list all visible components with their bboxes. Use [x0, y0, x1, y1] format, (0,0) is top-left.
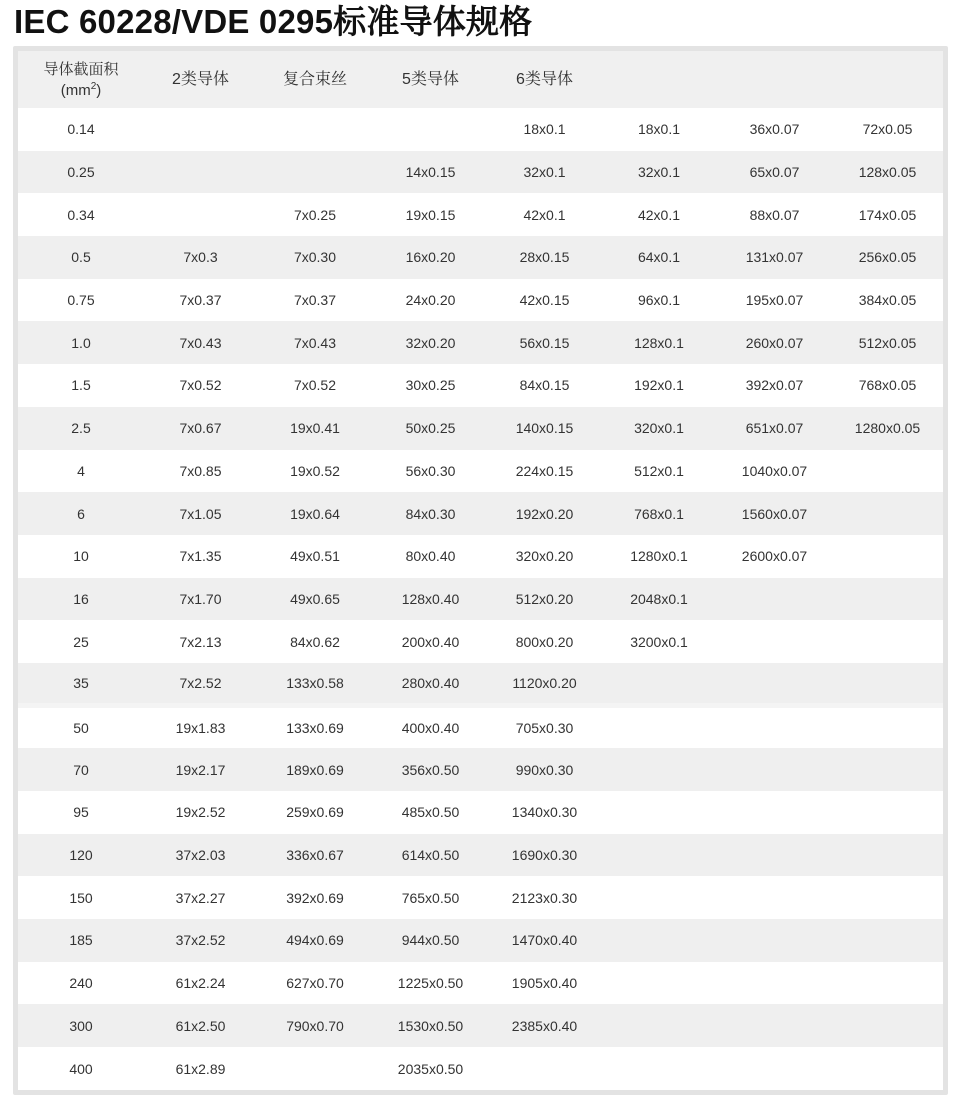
table-cell: 485x0.50: [401, 804, 460, 821]
table-cell: 765x0.50: [401, 889, 460, 906]
cell-conductor-area: 35: [73, 675, 89, 692]
table-cell: [832, 620, 943, 663]
table-cell: 800x0.20: [515, 633, 574, 650]
table-row: [18, 1004, 943, 1047]
table-row: [18, 321, 943, 364]
cell-conductor-area: 0.75: [67, 292, 95, 309]
table-cell: [601, 919, 717, 962]
cell-conductor-area: 10: [73, 548, 89, 565]
table-row: [18, 236, 943, 279]
table-cell: [832, 876, 943, 919]
table-cell: 1905x0.40: [511, 975, 578, 992]
table-cell: 7x2.13: [179, 633, 222, 650]
cell-conductor-area: 6: [77, 505, 85, 522]
table-cell: [832, 492, 943, 535]
table-cell: 280x0.40: [401, 675, 460, 692]
table-row: [18, 834, 943, 877]
table-row: [18, 578, 943, 621]
table-cell: 56x0.15: [519, 334, 570, 351]
table-cell: [601, 791, 717, 834]
table-cell: 944x0.50: [401, 932, 460, 949]
table-row: [18, 706, 943, 749]
table-cell: 84x0.62: [290, 633, 340, 650]
table-cell: 19x0.15: [405, 206, 456, 223]
table-cell: 7x1.70: [179, 590, 222, 607]
table-cell: [717, 620, 832, 663]
table-cell: 189x0.69: [286, 761, 344, 778]
header-class6: 6类导体: [516, 71, 573, 88]
cell-conductor-area: 300: [69, 1017, 93, 1034]
table-cell: 356x0.50: [401, 761, 460, 778]
cell-conductor-area: 0.14: [67, 121, 95, 138]
table-cell: 80x0.40: [405, 548, 456, 565]
table-cell: 1280x0.05: [854, 420, 921, 437]
table-row: [18, 450, 943, 493]
table-cell: 18x0.1: [523, 121, 566, 138]
table-cell: 512x0.20: [515, 590, 574, 607]
table-cell: 192x0.1: [634, 377, 684, 394]
header-area-label: 导体截面积: [43, 60, 119, 78]
table-cell: [257, 108, 373, 151]
table-row: [18, 364, 943, 407]
cell-conductor-area: 50: [18, 706, 144, 749]
table-row: [18, 108, 943, 151]
table-cell: [717, 706, 832, 749]
table-cell: 61x2.89: [175, 1060, 226, 1077]
table-cell: 37x2.27: [175, 889, 226, 906]
table-cell: 24x0.20: [405, 292, 456, 309]
table-cell: 392x0.69: [286, 889, 344, 906]
table-cell: 42x0.1: [637, 206, 681, 223]
cell-conductor-area: 120: [69, 847, 93, 864]
header-class2: 2类导体: [172, 71, 229, 88]
table-cell: [601, 748, 717, 791]
cell-conductor-area: 0.25: [67, 164, 95, 181]
table-cell: [144, 193, 257, 236]
table-cell: [832, 1047, 943, 1090]
page-title: IEC 60228/VDE 0295标准导体规格: [14, 3, 533, 40]
table-cell: [832, 535, 943, 578]
table-cell: [832, 962, 943, 1005]
table-cell: 2600x0.07: [741, 548, 808, 565]
table-cell: 384x0.05: [858, 292, 917, 309]
table-cell: 16x0.20: [405, 249, 456, 266]
table-cell: 7x0.52: [293, 377, 337, 394]
header-area-unit-sup: 2: [90, 80, 97, 92]
table-cell: 627x0.70: [286, 975, 344, 992]
table-row: [18, 193, 943, 236]
table-cell: 36x0.07: [749, 121, 800, 138]
table-cell: [832, 706, 943, 749]
table-cell: [601, 834, 717, 877]
table-cell: 19x0.64: [290, 505, 340, 522]
conductor-spec-table: [18, 51, 943, 1090]
table-cell: [717, 791, 832, 834]
table-cell: 19x1.83: [144, 706, 257, 749]
table-cell: 990x0.30: [515, 761, 574, 778]
table-cell: [717, 1004, 832, 1047]
table-cell: 128x0.40: [401, 590, 460, 607]
table-cell: 19x0.41: [290, 420, 340, 437]
table-cell: 7x0.85: [179, 462, 222, 479]
table-cell: 133x0.69: [257, 706, 373, 749]
table-cell: 61x2.50: [175, 1017, 226, 1034]
cell-conductor-area: 185: [69, 932, 93, 949]
table-cell: 37x2.03: [175, 847, 226, 864]
table-cell: 19x2.52: [175, 804, 226, 821]
table-cell: 49x0.51: [290, 548, 340, 565]
cell-conductor-area: 150: [69, 889, 93, 906]
table-cell: 512x0.1: [634, 462, 684, 479]
table-cell: [601, 876, 717, 919]
table-cell: 30x0.25: [405, 377, 456, 394]
table-cell: 7x1.35: [179, 548, 222, 565]
table-cell: [832, 748, 943, 791]
table-row: [18, 663, 943, 706]
header-composite: 复合束丝: [282, 71, 347, 88]
table-cell: 61x2.24: [175, 975, 226, 992]
table-row: [18, 748, 943, 791]
table-row: [18, 919, 943, 962]
table-cell: 1470x0.40: [511, 932, 578, 949]
cell-conductor-area: 400: [69, 1060, 93, 1077]
table-cell: 336x0.67: [286, 847, 344, 864]
table-cell: [832, 663, 943, 706]
table-cell: 2048x0.1: [630, 590, 688, 607]
table-cell: 2035x0.50: [397, 1060, 464, 1077]
cell-conductor-area: 2.5: [71, 420, 91, 437]
table-cell: 2385x0.40: [511, 1017, 578, 1034]
table-cell: 84x0.15: [519, 377, 570, 394]
cell-conductor-area: 25: [73, 633, 89, 650]
table-row: [18, 876, 943, 919]
table-cell: 49x0.65: [290, 590, 340, 607]
table-cell: 7x0.3: [183, 249, 218, 266]
table-cell: 7x0.30: [293, 249, 337, 266]
table-cell: [144, 151, 257, 194]
cell-conductor-area: 1.5: [71, 377, 91, 394]
table-cell: [717, 748, 832, 791]
table-cell: 32x0.20: [405, 334, 456, 351]
table-cell: 19x2.17: [175, 761, 226, 778]
table-row: [18, 1047, 943, 1090]
table-cell: 174x0.05: [858, 206, 917, 223]
table-cell: 7x0.37: [293, 292, 337, 309]
table-cell: 72x0.05: [862, 121, 913, 138]
table-cell: [257, 151, 373, 194]
table-cell: 2123x0.30: [511, 889, 578, 906]
table-cell: 88x0.07: [749, 206, 800, 223]
table-cell: [717, 834, 832, 877]
table-frame: [13, 46, 948, 1095]
table-cell: 7x0.43: [179, 334, 222, 351]
table-cell: [601, 962, 717, 1005]
table-row: [18, 620, 943, 663]
table-cell: 84x0.30: [405, 505, 456, 522]
table-cell: [717, 962, 832, 1005]
header-row: [18, 51, 943, 108]
table-cell: [832, 791, 943, 834]
table-cell: [601, 1004, 717, 1047]
table-cell: [717, 876, 832, 919]
table-cell: 651x0.07: [745, 420, 804, 437]
table-cell: 128x0.1: [634, 334, 684, 351]
table-cell: 224x0.15: [515, 462, 574, 479]
table-cell: 7x0.37: [179, 292, 222, 309]
table-cell: 1690x0.30: [511, 847, 578, 864]
cell-conductor-area: 4: [77, 462, 85, 479]
table-cell: 259x0.69: [286, 804, 344, 821]
table-cell: 42x0.15: [519, 292, 570, 309]
table-cell: 195x0.07: [745, 292, 804, 309]
table-cell: 768x0.1: [634, 505, 684, 522]
table-cell: 1225x0.50: [397, 975, 464, 992]
table-cell: 614x0.50: [401, 847, 460, 864]
table-cell: 1530x0.50: [397, 1017, 464, 1034]
table-cell: 37x2.52: [175, 932, 226, 949]
table-cell: 7x0.52: [179, 377, 222, 394]
cell-conductor-area: 0.34: [67, 206, 95, 223]
table-cell: 7x0.25: [293, 206, 337, 223]
table-cell: [144, 108, 257, 151]
table-cell: [717, 919, 832, 962]
header-conductor-area: [18, 51, 144, 108]
table-cell: 7x0.43: [293, 334, 337, 351]
table-cell: 260x0.07: [745, 334, 804, 351]
table-cell: 1560x0.07: [741, 505, 808, 522]
table-cell: 133x0.58: [286, 675, 344, 692]
cell-conductor-area: 16: [73, 590, 89, 607]
table-cell: [373, 108, 488, 151]
table-row: [18, 791, 943, 834]
table-cell: 42x0.1: [523, 206, 566, 223]
table-cell: 256x0.05: [858, 249, 917, 266]
table-cell: 494x0.69: [286, 932, 344, 949]
table-cell: 140x0.15: [515, 420, 574, 437]
table-row: [18, 535, 943, 578]
table-body: [18, 108, 943, 1090]
header-area-unit: [61, 82, 102, 99]
cell-conductor-area: 0.5: [71, 249, 91, 266]
table-cell: 19x0.52: [290, 462, 340, 479]
table-cell: [257, 1047, 373, 1090]
table-header: [18, 51, 943, 108]
cell-conductor-area: 240: [69, 975, 93, 992]
table-cell: 705x0.30: [488, 706, 601, 749]
table-cell: 32x0.1: [523, 164, 566, 181]
table-cell: 1040x0.07: [741, 462, 808, 479]
table-cell: 7x1.05: [179, 505, 222, 522]
table-cell: 128x0.05: [858, 164, 917, 181]
table-cell: 64x0.1: [637, 249, 681, 266]
header-empty-6: [601, 51, 717, 108]
header-class5: 5类导体: [402, 71, 459, 88]
table-cell: [717, 1047, 832, 1090]
table-cell: [601, 663, 717, 706]
table-cell: 18x0.1: [637, 121, 681, 138]
table-cell: [601, 1047, 717, 1090]
table-cell: [717, 663, 832, 706]
table-cell: 96x0.1: [637, 292, 681, 309]
table-cell: 65x0.07: [749, 164, 800, 181]
table-cell: 56x0.30: [405, 462, 456, 479]
table-cell: [832, 578, 943, 621]
table-row: [18, 279, 943, 322]
table-cell: [832, 834, 943, 877]
table-cell: 790x0.70: [286, 1017, 344, 1034]
header-empty-8: [832, 51, 943, 108]
table-cell: [832, 1004, 943, 1047]
table-cell: 50x0.25: [405, 420, 456, 437]
table-cell: 1280x0.1: [630, 548, 688, 565]
table-cell: [488, 1047, 601, 1090]
table-cell: 400x0.40: [373, 706, 488, 749]
table-cell: 320x0.20: [515, 548, 574, 565]
table-cell: [717, 578, 832, 621]
table-row: [18, 492, 943, 535]
table-cell: 7x0.67: [179, 420, 222, 437]
table-row: [18, 407, 943, 450]
table-cell: 3200x0.1: [630, 633, 688, 650]
cell-conductor-area: 1.0: [71, 334, 91, 351]
table-cell: 192x0.20: [515, 505, 574, 522]
header-area-unit-suffix: ): [96, 81, 102, 99]
table-cell: [832, 450, 943, 493]
table-cell: 768x0.05: [858, 377, 917, 394]
table-cell: 1340x0.30: [511, 804, 578, 821]
table-row: [18, 151, 943, 194]
table-cell: 512x0.05: [858, 334, 917, 351]
table-cell: 28x0.15: [519, 249, 570, 266]
table-cell: 14x0.15: [405, 164, 456, 181]
table-cell: 131x0.07: [745, 249, 804, 266]
cell-conductor-area: 70: [73, 761, 89, 778]
header-empty-7: [717, 51, 832, 108]
table-cell: 32x0.1: [637, 164, 681, 181]
table-cell: [832, 919, 943, 962]
table-cell: 392x0.07: [745, 377, 804, 394]
table-cell: [601, 706, 717, 749]
table-cell: 200x0.40: [401, 633, 460, 650]
table-cell: 1120x0.20: [512, 675, 577, 692]
cell-conductor-area: 95: [73, 804, 89, 821]
table-row: [18, 962, 943, 1005]
table-cell: 320x0.1: [634, 420, 684, 437]
table-cell: 7x2.52: [179, 675, 222, 692]
header-area-unit-prefix: (mm: [60, 81, 91, 99]
